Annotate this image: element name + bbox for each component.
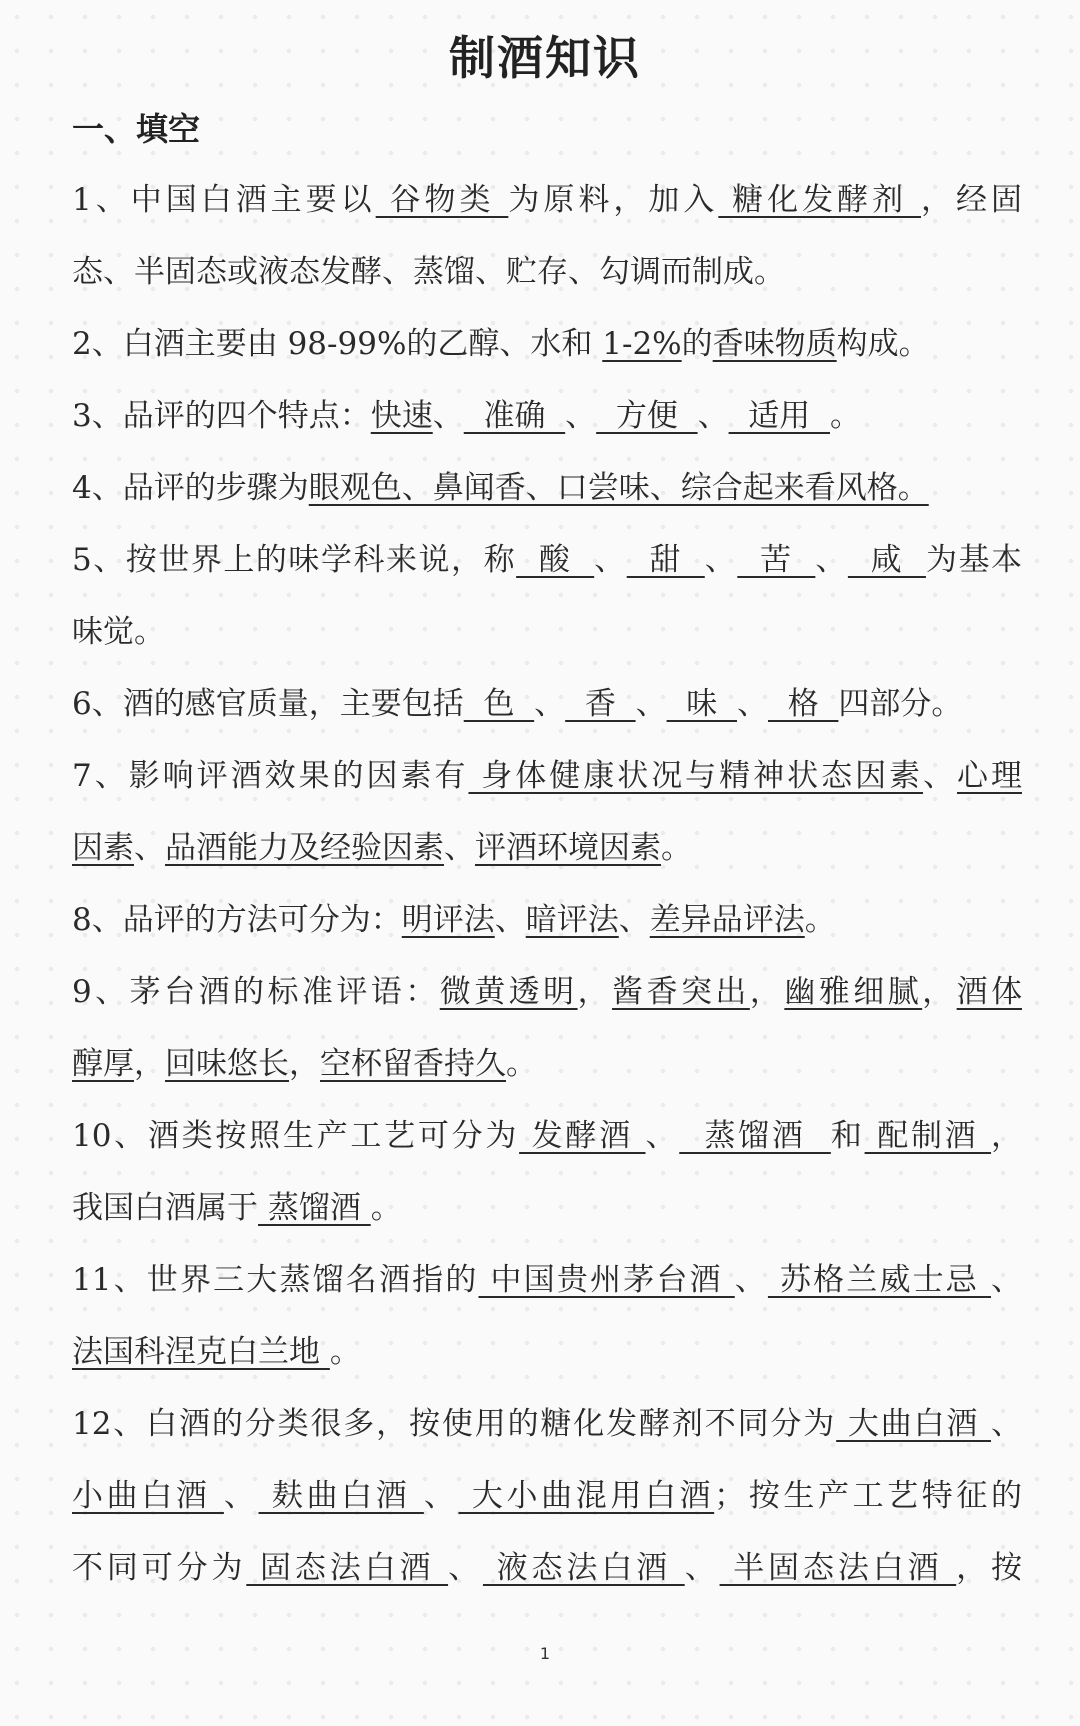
answer-blank: 中国贵州茅台酒 (478, 1262, 735, 1298)
question-text: ，按 (956, 1550, 1022, 1586)
answer-blank: 麸曲白酒 (258, 1478, 424, 1514)
question-text: 1、中国白酒主要以 (72, 182, 376, 218)
answer-blank: 蒸馏酒 (258, 1190, 371, 1226)
answer-blank: 发酵酒 (519, 1118, 646, 1154)
question-text: 、 (134, 830, 165, 866)
text-line (72, 452, 1022, 524)
text-line (72, 812, 1022, 884)
question-text: 11、世界三大蒸馏名酒指的 (72, 1262, 479, 1298)
text-line (72, 1100, 1022, 1172)
answer-blank: 香 (565, 686, 636, 722)
answer-blank: 因素 (72, 830, 134, 866)
question-text: 构成。 (836, 326, 930, 362)
question-text: 、 (594, 542, 627, 578)
question-text: 6、酒的感官质量，主要包括 (72, 686, 464, 722)
question-list (72, 164, 1022, 1604)
question-text: 。 (370, 1190, 402, 1226)
question-text: 、 (684, 1550, 720, 1586)
question-text: 、 (534, 686, 566, 722)
text-line (72, 668, 1022, 740)
question-text: ， (134, 1046, 165, 1082)
question-text: 4、品评的步骤为 (72, 470, 309, 506)
question-text: ， (922, 974, 957, 1010)
text-line (72, 1388, 1022, 1460)
answer-blank: 蒸馏酒 (679, 1118, 831, 1154)
answer-blank: 香味物质 (712, 326, 837, 362)
answer-blank: 幽雅细腻 (784, 974, 923, 1010)
question-text: 、 (432, 398, 464, 434)
answer-blank: 配制酒 (864, 1118, 992, 1154)
answer-blank: 色 (463, 686, 535, 722)
answer-blank: 醇厚 (72, 1046, 134, 1082)
answer-blank: 酱香突出 (612, 974, 750, 1010)
question-text: 、 (444, 830, 475, 866)
text-line (72, 308, 1022, 380)
question-text: ， (749, 974, 785, 1010)
question-text: 。 (506, 1046, 537, 1082)
text-line (72, 164, 1022, 236)
answer-blank: 固态法白酒 (246, 1550, 449, 1586)
text-line (72, 524, 1022, 596)
answer-blank: 液态法白酒 (482, 1550, 685, 1586)
question-text: 8、品评的方法可分为： (72, 902, 402, 938)
question-text: ，经固 (921, 182, 1022, 218)
question-text: 、 (737, 686, 768, 722)
answer-blank: 暗评法 (525, 902, 619, 938)
answer-blank: 苏格兰威士忌 (767, 1262, 991, 1298)
question-text: 3、品评的四个特点： (72, 398, 371, 434)
question-text: 不同可分为 (72, 1550, 247, 1586)
answer-blank: 甜 (626, 542, 705, 578)
answer-blank: 大小曲混用白酒 (458, 1478, 715, 1514)
answer-blank: 快速 (370, 398, 433, 434)
question-text: 、 (734, 1262, 768, 1298)
text-line (72, 884, 1022, 956)
answer-blank: 评酒环境因素 (475, 830, 661, 866)
answer-blank: 心理 (957, 758, 1022, 794)
text-line (72, 1028, 1022, 1100)
answer-blank: 方便 (596, 398, 698, 434)
answer-blank: 差异品评法 (649, 902, 805, 938)
question-text: 。 (830, 398, 861, 434)
question-text: ， (991, 1118, 1022, 1154)
answer-blank: 酒体 (956, 974, 1022, 1010)
answer-blank: 大曲白酒 (836, 1406, 991, 1442)
question-text: 、 (423, 1478, 459, 1514)
answer-blank: 味 (666, 686, 737, 722)
answer-blank: 微黄透明 (439, 974, 578, 1010)
question-text: 态、半固态或液态发酵、蒸馏、贮存、勾调而制成。 (72, 254, 785, 290)
answer-blank: 适用 (728, 398, 830, 434)
question-text: 、 (448, 1550, 483, 1586)
question-text: ， (577, 974, 613, 1010)
answer-blank: 准确 (463, 398, 566, 434)
question-text: 。 (329, 1334, 361, 1370)
page-number: 1 (539, 1644, 551, 1663)
question-text: 、 (645, 1118, 680, 1154)
question-text: 、 (991, 1406, 1022, 1442)
question-text: 、 (704, 542, 738, 578)
question-text: 味觉。 (72, 614, 165, 650)
text-line (72, 1172, 1022, 1244)
question-text: ， (289, 1046, 320, 1082)
answer-blank: 小曲白酒 (72, 1478, 224, 1514)
answer-blank: 空杯留香持久 (320, 1046, 506, 1082)
question-text: 、 (565, 398, 597, 434)
question-text: 、 (618, 902, 650, 938)
answer-blank: 糖化发酵剂 (718, 182, 921, 218)
answer-blank: 咸 (847, 542, 926, 578)
question-text: 7、影响评酒效果的因素有 (72, 758, 469, 794)
question-text: 我国白酒属于 (72, 1190, 258, 1226)
answer-blank: 眼观色、鼻闻香、口尝味、综合起来看风格。 (308, 470, 929, 506)
text-line (72, 1244, 1022, 1316)
question-text: 、 (991, 1262, 1022, 1298)
question-text: 。 (804, 902, 836, 938)
answer-blank: 谷物类 (375, 182, 509, 218)
question-text: 12、白酒的分类很多，按使用的糖化发酵剂不同分为 (72, 1406, 837, 1442)
question-text: 、 (635, 686, 667, 722)
question-text: 为基本 (925, 542, 1022, 578)
text-line (72, 596, 1022, 668)
question-text: 为原料，加入 (508, 182, 719, 218)
question-text: 、 (494, 902, 526, 938)
answer-blank: 格 (768, 686, 839, 722)
question-text: 2、白酒主要由 98-99%的乙醇、水和 (72, 326, 603, 362)
answer-blank: 法国科涅克白兰地 (72, 1334, 330, 1370)
answer-blank: 明评法 (401, 902, 495, 938)
question-text: 10、酒类按照生产工艺可分为 (72, 1118, 520, 1154)
question-text: 5、按世界上的味学科来说，称 (72, 542, 517, 578)
question-text: 、 (223, 1478, 259, 1514)
text-line (72, 236, 1022, 308)
answer-blank: 半固态法白酒 (719, 1550, 957, 1586)
question-text: ；按生产工艺特征的 (714, 1478, 1022, 1514)
answer-blank: 酸 (516, 542, 595, 578)
answer-blank: 品酒能力及经验因素 (165, 830, 444, 866)
section-heading: 一、填空 (72, 110, 201, 148)
text-line (72, 1532, 1022, 1604)
answer-blank: 苦 (737, 542, 816, 578)
question-text: 的 (681, 326, 713, 362)
answer-blank: 1-2% (602, 326, 682, 362)
question-text: 9、茅台酒的标准评语： (72, 974, 440, 1010)
question-text: 、 (815, 542, 848, 578)
page-title: 制酒知识 (449, 31, 641, 85)
answer-blank: 回味悠长 (165, 1046, 289, 1082)
text-line (72, 1460, 1022, 1532)
question-text: 和 (830, 1118, 865, 1154)
question-text: 四部分。 (838, 686, 963, 722)
question-text: 、 (923, 758, 958, 794)
answer-blank: 身体健康状况与精神状态因素 (468, 758, 924, 794)
text-line (72, 956, 1022, 1028)
text-line (72, 1316, 1022, 1388)
text-line (72, 380, 1022, 452)
question-text: 、 (697, 398, 729, 434)
text-line (72, 740, 1022, 812)
question-text: 。 (661, 830, 692, 866)
